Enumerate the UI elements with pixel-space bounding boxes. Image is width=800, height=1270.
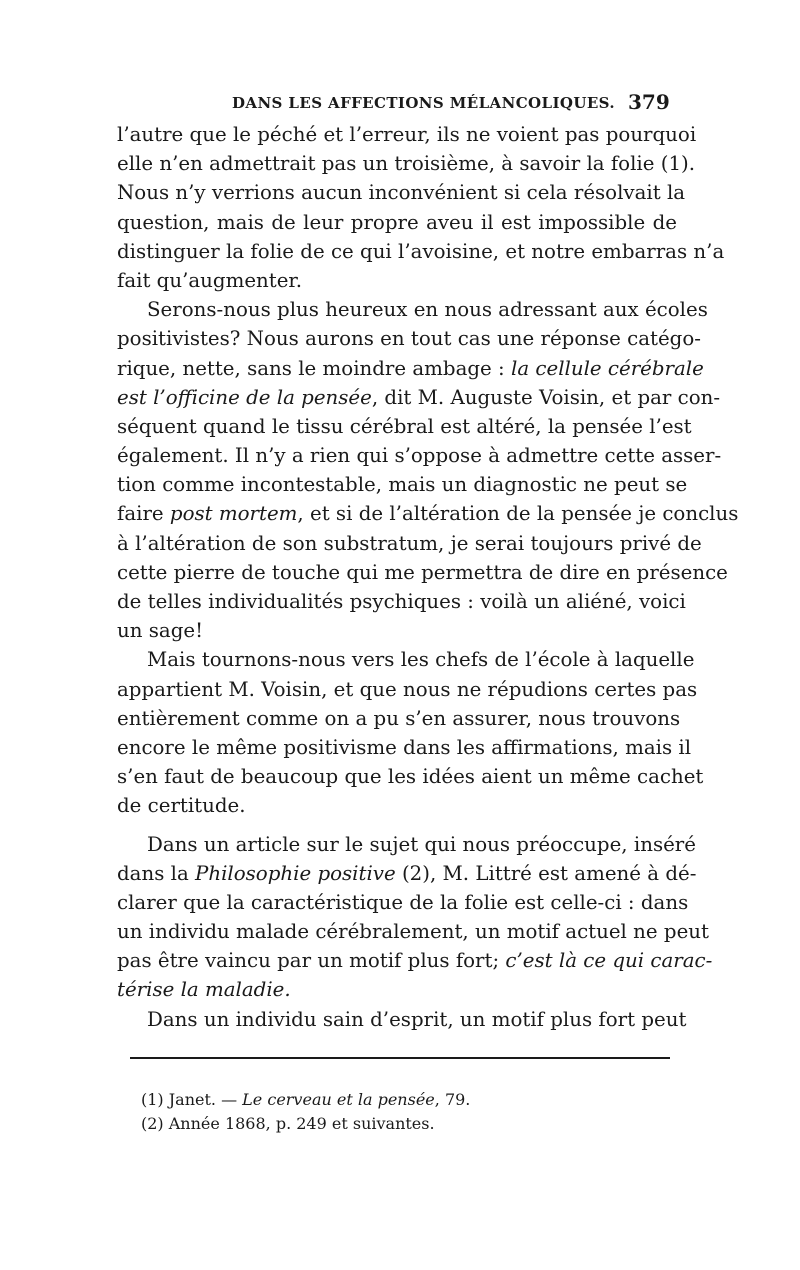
text-line: de certitude. (117, 794, 246, 818)
italic-quote: est l’officine de la pensée (117, 385, 372, 409)
text-line: à l’altération de son substratum, je serai toujours privé de (117, 531, 702, 555)
text-line: Dans un article sur le sujet qui nous préoccupe, inséré (147, 832, 696, 856)
text-line: s’en faut de beaucoup que les idées aient un même cachet (117, 765, 704, 789)
text-line: pas être vaincu par un motif plus fort; c’est là ce qui carac- (117, 949, 713, 973)
text-line: de telles individualités psychiques : voilà un aliéné, voici (117, 590, 686, 613)
text-line: positivistes? Nous aurons en tout cas une réponse catégo- (117, 327, 701, 351)
text-line: séquent quand le tissu cérébral est altéré, la pensée l’est (117, 414, 692, 438)
running-title: DANS LES AFFECTIONS MÉLANCOLIQUES. (232, 94, 615, 112)
italic-term: post mortem (169, 502, 298, 526)
text-line: l’autre que le péché et l’erreur, ils ne voient pas pourquoi (117, 123, 697, 146)
text-line: distinguer la folie de ce qui l’avoisine, et notre embarras n’a (117, 239, 725, 263)
text-line: fait qu’augmenter. (117, 268, 302, 292)
text-line: entièrement comme on a pu s’en assurer, nous trouvons (117, 706, 681, 730)
text-line: question, mais de leur propre aveu il est impossible de (117, 210, 677, 234)
footnotes (141, 1088, 661, 1136)
text-line: cette pierre de touche qui me permettra de dire en présence (117, 560, 728, 584)
text-line: est l’officine de la pensée, dit M. Auguste Voisin, et par con- (117, 385, 721, 409)
text-line: Nous n’y verrions aucun inconvénient si cela résolvait la (117, 181, 686, 205)
text-line: tion comme incontestable, mais un diagnostic ne peut se (117, 473, 688, 497)
italic-quote: c’est là ce qui carac- (505, 949, 713, 973)
text-line: Mais tournons-nous vers les chefs de l’école à laquelle (147, 648, 695, 672)
text-line (117, 975, 677, 1004)
text-line: Dans un individu sain d’esprit, un motif plus fort peut (147, 1007, 687, 1031)
text-line: dans la Philosophie positive (2), M. Littré est amené à dé- (117, 861, 697, 885)
text-line: encore le même positivisme dans les affirmations, mais il (117, 735, 692, 759)
text-line: elle n’en admettrait pas un troisième, à savoir la folie (1). (117, 152, 696, 176)
footnote-1: (1) Janet. — Le cerveau et la pensée, 79. (141, 1090, 471, 1109)
page-number: 379 (628, 90, 670, 114)
text-line: rique, nette, sans le moindre ambage : la cellule cérébrale (117, 356, 704, 380)
text-line: appartient M. Voisin, et que nous ne répudions certes pas (117, 677, 698, 701)
text-line: faire post mortem, et si de l’altération de la pensée je conclus (117, 502, 739, 526)
body-text (117, 120, 739, 1034)
text-line: Serons-nous plus heureux en nous adressant aux écoles (147, 298, 708, 322)
text-line: un individu malade cérébralement, un motif actuel ne peut (117, 920, 709, 944)
text-line: clarer que la caractéristique de la folie est celle-ci : dans (117, 890, 689, 914)
footnote-2: (2) Année 1868, p. 249 et suivantes. (141, 1114, 435, 1133)
italic-title: Philosophie positive (195, 861, 396, 885)
text-line: également. Il n’y a rien qui s’oppose à admettre cette asser- (117, 444, 722, 468)
italic-quote: térise la maladie. (117, 978, 291, 1002)
running-head (0, 90, 800, 116)
italic-quote: la cellule cérébrale (511, 356, 704, 380)
text-line: un sage! (117, 619, 204, 643)
footnote-rule (130, 1057, 670, 1059)
